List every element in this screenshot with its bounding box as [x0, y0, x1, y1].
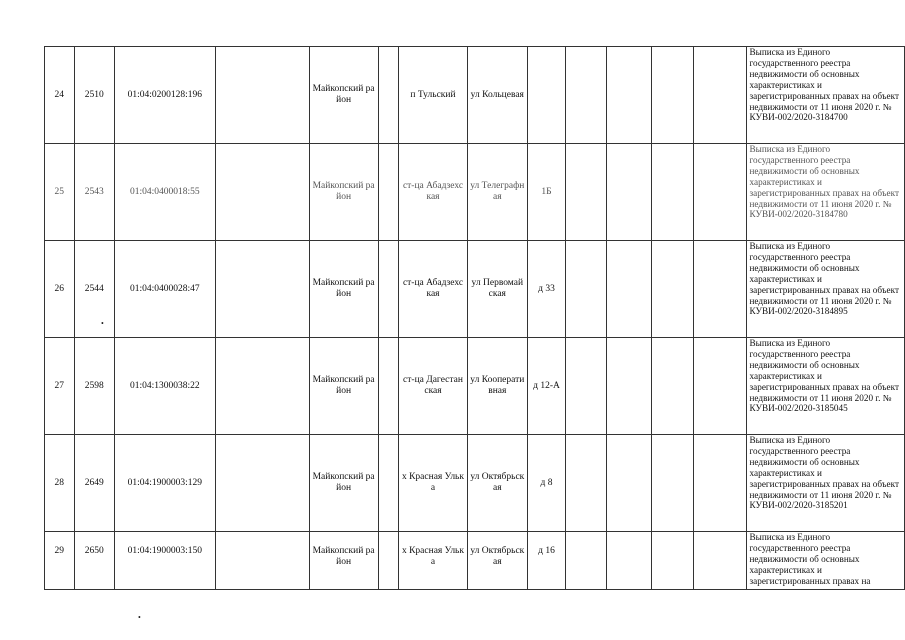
- empty-cell: [215, 241, 309, 338]
- empty-cell: [607, 435, 652, 532]
- empty-cell: [566, 338, 607, 435]
- empty-cell: [693, 435, 746, 532]
- empty-cell: [378, 241, 399, 338]
- ownership-document: Выписка из Единого государственного реестра недвижимости об основных характеристиках и зарегистрированных правах на объект недвижимости от 11 июня 2020 г. № КУВИ-002/2020-3184780: [746, 144, 904, 241]
- settlement-name: ст-ца Дагестанская: [399, 338, 468, 435]
- house-number: д 33: [527, 241, 565, 338]
- empty-cell: [652, 532, 693, 590]
- house-number: 1Б: [527, 144, 565, 241]
- empty-cell: [693, 144, 746, 241]
- object-id: 2598: [74, 338, 114, 435]
- scan-speck: •: [138, 613, 141, 622]
- empty-cell: [566, 435, 607, 532]
- row-number: 27: [45, 338, 75, 435]
- empty-cell: [652, 144, 693, 241]
- cadastral-number: 01:04:0400028:47: [114, 241, 215, 338]
- house-number: д 8: [527, 435, 565, 532]
- settlement-name: х Красная Улька: [399, 532, 468, 590]
- row-number: 25: [45, 144, 75, 241]
- table-row: [45, 144, 905, 241]
- empty-cell: [607, 338, 652, 435]
- street-name: ул Телеграфная: [467, 144, 527, 241]
- object-id: 2544: [74, 241, 114, 338]
- empty-cell: [378, 435, 399, 532]
- property-registry-table: [44, 46, 905, 590]
- district-name: Майкопский район: [309, 241, 378, 338]
- empty-cell: [215, 338, 309, 435]
- table-row: [45, 241, 905, 338]
- empty-cell: [693, 338, 746, 435]
- empty-cell: [693, 47, 746, 144]
- empty-cell: [215, 144, 309, 241]
- ownership-document: Выписка из Единого государственного реестра недвижимости об основных характеристиках и зарегистрированных правах на объект недвижимости от 11 июня 2020 г. № КУВИ-002/2020-3184895: [746, 241, 904, 338]
- empty-cell: [693, 241, 746, 338]
- row-number: 28: [45, 435, 75, 532]
- empty-cell: [378, 47, 399, 144]
- empty-cell: [378, 144, 399, 241]
- empty-cell: [607, 532, 652, 590]
- empty-cell: [652, 47, 693, 144]
- street-name: ул Кооперативная: [467, 338, 527, 435]
- object-id: 2510: [74, 47, 114, 144]
- scan-speck: •: [101, 319, 104, 328]
- cadastral-number: 01:04:1900003:150: [114, 532, 215, 590]
- ownership-document: Выписка из Единого государственного реестра недвижимости об основных характеристиках и зарегистрированных правах на объект недвижимости от 11 июня 2020 г. № КУВИ-002/2020-3185201: [746, 435, 904, 532]
- empty-cell: [607, 47, 652, 144]
- cadastral-number: 01:04:0200128:196: [114, 47, 215, 144]
- street-name: ул Первомайская: [467, 241, 527, 338]
- row-number: 26: [45, 241, 75, 338]
- empty-cell: [652, 338, 693, 435]
- empty-cell: [378, 532, 399, 590]
- empty-cell: [566, 144, 607, 241]
- empty-cell: [215, 47, 309, 144]
- cadastral-number: 01:04:1900003:129: [114, 435, 215, 532]
- ownership-document: Выписка из Единого государственного реестра недвижимости об основных характеристиках и зарегистрированных правах на объект недвижимости от 11 июня 2020 г. № КУВИ-002/2020-3184700: [746, 47, 904, 144]
- cadastral-number: 01:04:0400018:55: [114, 144, 215, 241]
- empty-cell: [693, 532, 746, 590]
- empty-cell: [566, 241, 607, 338]
- district-name: Майкопский район: [309, 338, 378, 435]
- row-number: 29: [45, 532, 75, 590]
- empty-cell: [652, 435, 693, 532]
- empty-cell: [566, 532, 607, 590]
- district-name: Майкопский район: [309, 532, 378, 590]
- empty-cell: [652, 241, 693, 338]
- empty-cell: [215, 435, 309, 532]
- empty-cell: [215, 532, 309, 590]
- empty-cell: [566, 47, 607, 144]
- district-name: Майкопский район: [309, 47, 378, 144]
- table-row: [45, 532, 905, 590]
- object-id: 2543: [74, 144, 114, 241]
- settlement-name: ст-ца Абадзехская: [399, 144, 468, 241]
- house-number: [527, 47, 565, 144]
- house-number: д 16: [527, 532, 565, 590]
- street-name: ул Кольцевая: [467, 47, 527, 144]
- table-row: [45, 338, 905, 435]
- table-row: [45, 47, 905, 144]
- cadastral-number: 01:04:1300038:22: [114, 338, 215, 435]
- settlement-name: п Тульский: [399, 47, 468, 144]
- district-name: Майкопский район: [309, 144, 378, 241]
- empty-cell: [607, 144, 652, 241]
- street-name: ул Октябрьская: [467, 435, 527, 532]
- table-row: [45, 435, 905, 532]
- street-name: ул Октябрьская: [467, 532, 527, 590]
- empty-cell: [607, 241, 652, 338]
- empty-cell: [378, 338, 399, 435]
- object-id: 2650: [74, 532, 114, 590]
- ownership-document: Выписка из Единого государственного реестра недвижимости об основных характеристиках и зарегистрированных правах на объект недвижимости от 11 июня 2020 г. № КУВИ-002/2020-3185045: [746, 338, 904, 435]
- house-number: д 12-А: [527, 338, 565, 435]
- settlement-name: ст-ца Абадзехская: [399, 241, 468, 338]
- settlement-name: х Красная Улька: [399, 435, 468, 532]
- object-id: 2649: [74, 435, 114, 532]
- ownership-document: Выписка из Единого государственного реестра недвижимости об основных характеристиках и зарегистрированных правах на: [746, 532, 904, 590]
- district-name: Майкопский район: [309, 435, 378, 532]
- row-number: 24: [45, 47, 75, 144]
